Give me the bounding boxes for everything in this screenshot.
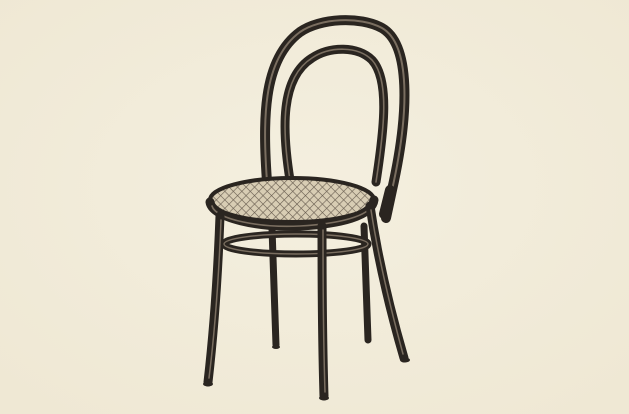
- chair-foot-right: [400, 358, 410, 363]
- chair-foot-rear-left: [272, 345, 280, 349]
- chair-rear-left-leg: [272, 228, 276, 345]
- chair-foot-center: [319, 396, 329, 401]
- chair-back-right-post: [384, 190, 390, 214]
- chair-foot-left: [203, 382, 213, 387]
